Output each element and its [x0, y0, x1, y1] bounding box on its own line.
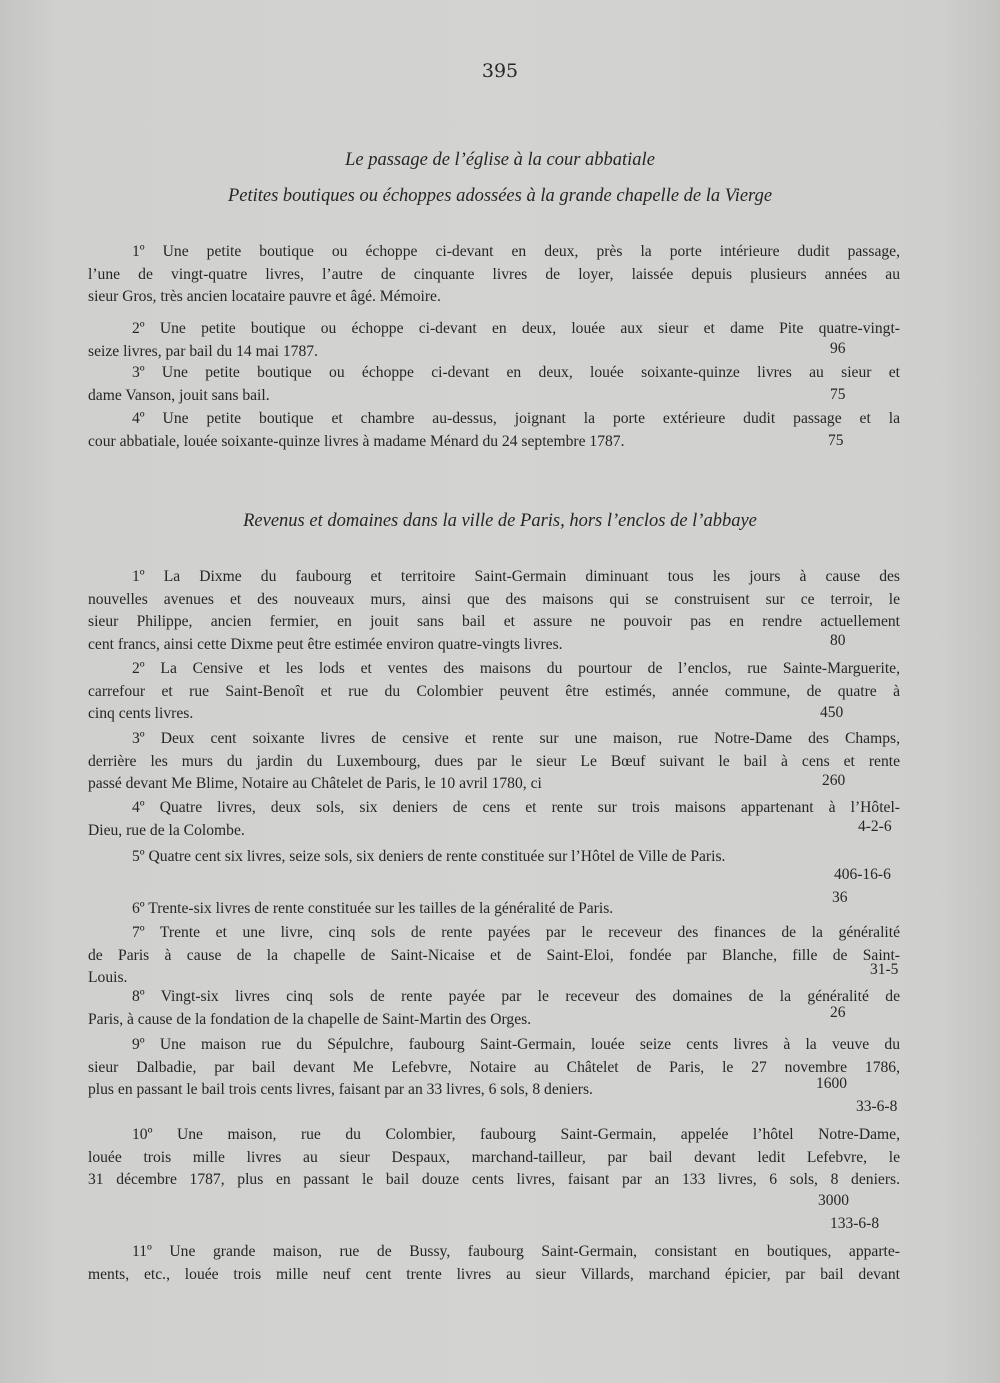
paragraph — [88, 318, 900, 363]
text-line: seize livres, par bail du 14 mai 1787. — [88, 342, 318, 360]
paragraph — [88, 922, 900, 990]
paragraph — [88, 728, 900, 796]
paragraph — [88, 898, 900, 921]
text-line: 4º Quatre livres, deux sols, six deniers de cens et rente sur trois maisons appartenant à l’Hôtel- — [132, 799, 900, 816]
text-line: nouvelles avenues et des nouveaux murs, ainsi que des maisons qui se construisent sur ce terroir, le — [88, 590, 900, 608]
paragraph — [88, 1241, 900, 1286]
amount: 406-16-6 — [834, 866, 891, 883]
paragraph — [88, 362, 900, 407]
text-line: de Paris à cause de la chapelle de Saint-Nicaise et de Saint-Eloi, fondée par Blanche, fille de Saint- — [88, 946, 900, 964]
amount: 31-5 — [870, 961, 899, 978]
amount: 75 — [830, 386, 846, 403]
section-subtitle: Petites boutiques ou échoppes adossées à la grande chapelle de la Vierge — [227, 186, 773, 206]
text-line: carrefour et rue Saint-Benoît et rue du Colombier peuvent être estimés, année commune, de quatre à — [88, 682, 900, 700]
text-line: 9º Une maison rue du Sépulchre, faubourg Saint-Germain, louée seize cents livres à la veuve du — [132, 1036, 900, 1053]
text-line: Dieu, rue de la Colombe. — [88, 821, 245, 839]
amount: 96 — [830, 340, 846, 357]
text-line: cour abbatiale, louée soixante-quinze livres à madame Ménard du 24 septembre 1787. — [88, 432, 625, 450]
amount: 3000 — [818, 1192, 849, 1209]
text-line: 31 décembre 1787, plus en passant le bail douze cents livres, faisant par an 133 livres, 6 sols, 8 deniers. — [88, 1171, 900, 1188]
paragraph — [88, 1124, 900, 1192]
text-line: sieur Dalbadie, par bail devant Me Lefebvre, Notaire au Châtelet de Paris, le 27 novembre 1786, — [88, 1058, 900, 1076]
text-line: passé devant Me Blime, Notaire au Châtelet de Paris, le 10 avril 1780, ci — [88, 775, 542, 792]
amount: 4-2-6 — [858, 818, 892, 835]
text-line: 11º Une grande maison, rue de Bussy, faubourg Saint-Germain, consistant en boutiques, apparte- — [132, 1243, 900, 1260]
amount: 1600 — [816, 1075, 847, 1092]
amount: 36 — [832, 889, 848, 906]
text-line: dame Vanson, jouit sans bail. — [88, 386, 270, 404]
text-line: 5º Quatre cent six livres, seize sols, six deniers de rente constituée sur l’Hôtel de Ville de Paris. — [132, 848, 726, 865]
paragraph — [88, 797, 900, 842]
section-title: Le passage de l’église à la cour abbatiale — [345, 150, 655, 170]
text-line: Louis. — [88, 969, 128, 986]
text-line: 8º Vingt-six livres cinq sols de rente payée par le receveur des domaines de la généralité de — [132, 988, 900, 1005]
text-line: louée trois mille livres au sieur Despaux, marchand-tailleur, par bail devant ledit Lefebvre, le — [88, 1148, 900, 1166]
text-line: sieur Philippe, ancien fermier, en jouit sans bail et assure ne pouvoir pas en rendre actuellement — [88, 613, 900, 630]
amount: 260 — [822, 772, 846, 789]
amount: 33-6-8 — [856, 1098, 898, 1115]
text-line: l’une de vingt-quatre livres, l’autre de cinquante livres de loyer, laissée depuis plusieurs années au — [88, 265, 900, 283]
text-line: Paris, à cause de la fondation de la chapelle de Saint-Martin des Orges. — [88, 1010, 532, 1028]
amount: 26 — [830, 1004, 846, 1021]
text-line: 4º Une petite boutique et chambre au-dessus, joignant la porte extérieure dudit passage et la — [132, 410, 900, 427]
text-line: 2º Une petite boutique ou échoppe ci-devant en deux, louée aux sieur et dame Pite quatre-vingt- — [132, 320, 900, 337]
text-line: derrière les murs du jardin du Luxembourg, dues par le sieur Le Bœuf suivant le bail à cens et rente — [88, 752, 900, 770]
paragraph — [88, 241, 900, 309]
text-line: ments, etc., louée trois mille neuf cent trente livres au sieur Villards, marchand épicier, par bail devant — [88, 1265, 900, 1283]
text-line: 10º Une maison, rue du Colombier, faubourg Saint-Germain, appelée l’hôtel Notre-Dame, — [132, 1126, 900, 1143]
text-line: cent francs, ainsi cette Dixme peut être estimée environ quatre-vingts livres. — [88, 635, 563, 653]
paragraph — [88, 658, 900, 726]
amount: 450 — [820, 704, 844, 721]
text-line: 3º Une petite boutique ou échoppe ci-devant en deux, louée soixante-quinze livres au sieur et — [132, 364, 900, 381]
text-line: 7º Trente et une livre, cinq sols de rente payées par le receveur des finances de la généralité — [132, 924, 900, 941]
text-line: 3º Deux cent soixante livres de censive et rente sur une maison, rue Notre-Dame des Champs, — [132, 730, 900, 747]
text-line: plus en passant le bail trois cents livres, faisant par an 33 livres, 6 sols, 8 deniers. — [88, 1081, 593, 1098]
paragraph — [88, 408, 900, 453]
paragraph — [88, 986, 900, 1031]
text-line: 1º La Dixme du faubourg et territoire Saint-Germain diminuant tous les jours à cause des — [132, 568, 900, 585]
amount: 75 — [828, 432, 844, 449]
paragraph — [88, 1034, 900, 1102]
paragraph — [88, 566, 900, 656]
amount: 80 — [830, 632, 846, 649]
amount: 133-6-8 — [830, 1215, 880, 1232]
section-title: Revenus et domaines dans la ville de Paris, hors l’enclos de l’abbaye — [243, 511, 757, 531]
text-line: cinq cents livres. — [88, 705, 194, 722]
text-line: sieur Gros, très ancien locataire pauvre et âgé. Mémoire. — [88, 288, 441, 305]
text-line: 6º Trente-six livres de rente constituée sur les tailles de la généralité de Paris. — [132, 900, 614, 917]
text-line: 2º La Censive et les lods et ventes des maisons du pourtour de l’enclos, rue Sainte-Marguerite, — [132, 660, 900, 677]
page-number: 395 — [481, 60, 519, 82]
paragraph — [88, 846, 900, 869]
text-line: 1º Une petite boutique ou échoppe ci-devant en deux, près la porte intérieure dudit passage, — [132, 243, 900, 260]
